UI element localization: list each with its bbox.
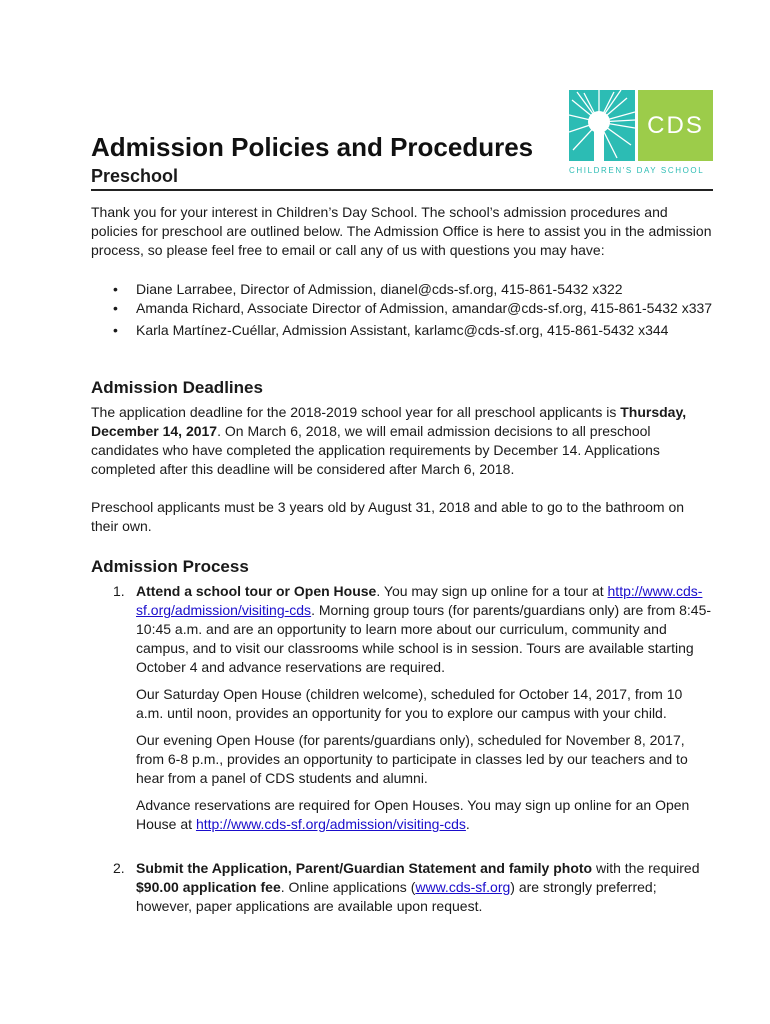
- text: . Morning group tours (for parents/guardians only) are from 8:45-10:45 a.m. and are an opportunity to learn more about our curriculum, community and campus, and to visit our classrooms while school is in session. Tours are available starting October 4 and advance reservations are required.: [136, 602, 712, 675]
- step-number: 1.: [113, 583, 125, 599]
- age-requirement-paragraph: Preschool applicants must be 3 years old by August 31, 2018 and able to go to the bathroom on their own.: [91, 499, 685, 534]
- text: with the required: [592, 860, 700, 876]
- process-heading: Admission Process: [91, 557, 249, 576]
- text: .: [465, 816, 470, 832]
- text: . Online applications (: [280, 879, 416, 895]
- logo-mark: CDS: [638, 90, 713, 161]
- open-house-saturday: Our Saturday Open House (children welcome), scheduled for October 14, 2017, from 10 a.m. until noon, provides an opportunity for you to explore our campus with your child.: [136, 686, 683, 721]
- page-title: Admission Policies and Procedures: [91, 132, 534, 162]
- visiting-link[interactable]: http://www.cds-sf.org/admission/visiting-cds: [136, 583, 703, 618]
- text: . You may sign up online for a tour at: [376, 583, 608, 599]
- step-title: Submit the Application, Parent/Guardian Statement and family photo: [136, 860, 593, 876]
- step-paragraph: [136, 859, 713, 916]
- deadlines-paragraph: [91, 403, 713, 479]
- text: ) are strongly preferred; however, paper applications are available upon request.: [136, 879, 657, 914]
- page-subtitle: Preschool: [91, 166, 179, 186]
- contact-list: [91, 280, 713, 340]
- process-step-2: [91, 859, 713, 916]
- contact-item: • Karla Martínez-Cuéllar, Admission Assistant, karlamc@cds-sf.org, 415-861-5432 x344: [91, 321, 713, 340]
- text: Advance reservations are required for Open Houses. You may sign up online for an Open House at: [136, 797, 690, 832]
- contact-item: • Amanda Richard, Associate Director of Admission, amandar@cds-sf.org, 415-861-5432 x337: [91, 299, 713, 318]
- fee: $90.00 application fee: [136, 879, 281, 895]
- contact-item: • Diane Larrabee, Director of Admission, dianel@cds-sf.org, 415-861-5432 x322: [91, 280, 713, 299]
- text: The application deadline for the 2018-2019 school year for all preschool applicants is: [91, 404, 621, 420]
- logo-name: CHILDREN'S DAY SCHOOL: [569, 166, 705, 175]
- sunburst-icon: [569, 90, 635, 161]
- step-title: Attend a school tour or Open House: [136, 583, 377, 599]
- process-step-1: [91, 582, 713, 834]
- open-house-reservations: [136, 796, 713, 834]
- open-house-evening: Our evening Open House (for parents/guardians only), scheduled for November 8, 2017, from 6-8 p.m., provides an opportunity to participate in classes led by our teachers and to hear from a panel of CDS students and alumni.: [136, 732, 688, 786]
- step-number: 2.: [113, 860, 125, 876]
- step-paragraph: [136, 582, 713, 677]
- intro-paragraph: Thank you for your interest in Children’s Day School. The school’s admission procedures and policies for preschool are outlined below. The Admission Office is here to assist you in the admission process, so please feel free to email or call any of us with questions you may have:: [91, 204, 712, 258]
- website-link[interactable]: www.cds-sf.org: [415, 879, 511, 895]
- cds-logo: [569, 90, 713, 162]
- divider: [91, 189, 713, 191]
- deadline-date: Thursday, December 14, 2017: [91, 404, 687, 439]
- visiting-link[interactable]: http://www.cds-sf.org/admission/visiting-cds: [195, 816, 466, 832]
- text: . On March 6, 2018, we will email admission decisions to all preschool candidates who have completed the application requirements by December 14. Applications completed after this deadline will be considered after March 6, 2018.: [91, 423, 660, 477]
- deadlines-heading: Admission Deadlines: [91, 378, 263, 397]
